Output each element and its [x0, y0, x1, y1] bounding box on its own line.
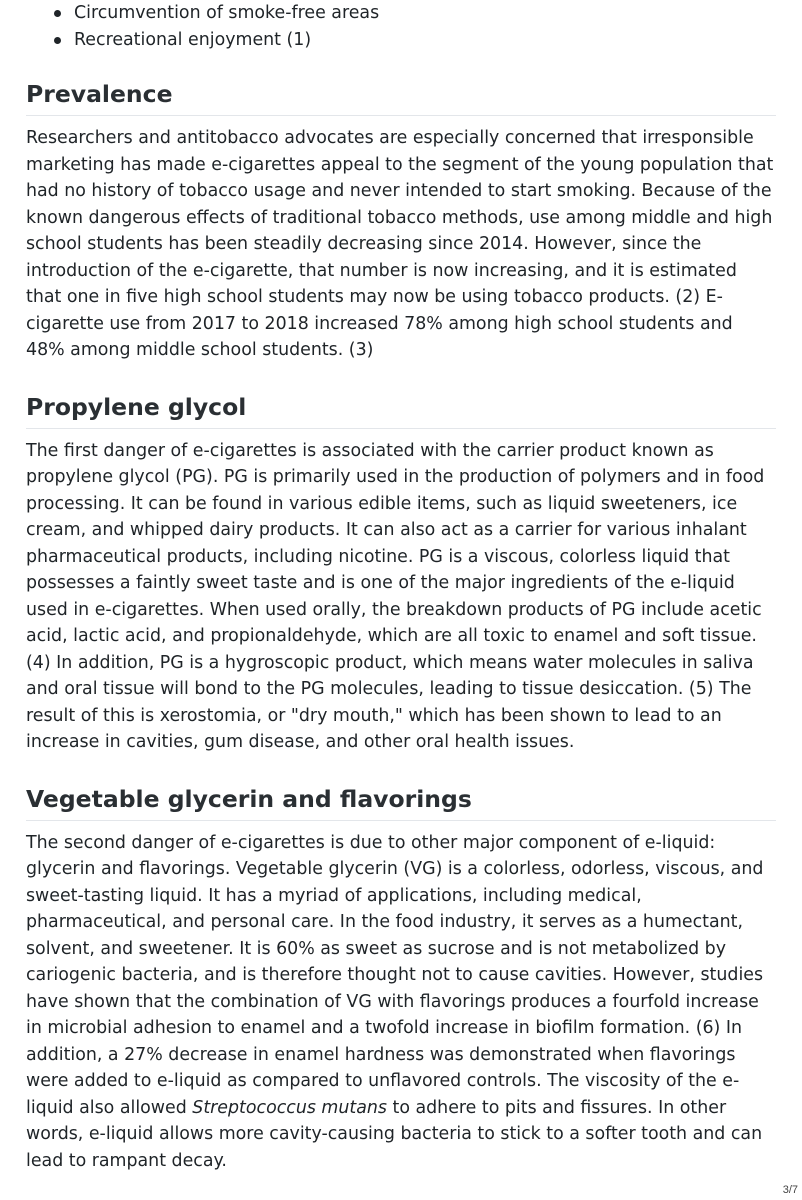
section-vegetable-glycerin — [26, 784, 776, 1175]
section-propylene-glycol — [26, 392, 776, 756]
list-item: Recreational enjoyment (1) — [26, 27, 776, 54]
section-heading: Prevalence — [26, 79, 776, 116]
section-heading: Propylene glycol — [26, 392, 776, 429]
page-number: 3/7 — [782, 1184, 798, 1196]
species-name: Streptococcus mutans — [192, 1097, 387, 1118]
list-item: Circumvention of smoke-free areas — [26, 0, 776, 27]
section-paragraph: The first danger of e-cigarettes is associated with the carrier product known as propylene glycol (PG). PG is primarily used in the production of polymers and in food processing. It can be found in various edible items, such as liquid sweeteners, ice cream, and whipped dairy products. It can also act as a carrier for various inhalant pharmaceutical products, including nicotine. PG is a viscous, colorless liquid that possesses a faintly sweet taste and is one of the major ingredients of the e-liquid used in e-cigarettes. When used orally, the breakdown products of PG include acetic acid, lactic acid, and propionaldehyde, which are all toxic to enamel and soft tissue. (4) In addition, PG is a hygroscopic product, which means water molecules in saliva and oral tissue will bond to the PG molecules, leading to tissue desiccation. (5) The result of this is xerostomia, or "dry mouth," which has been shown to lead to an increase in cavities, gum disease, and other oral health issues. — [26, 440, 765, 752]
section-prevalence — [26, 79, 776, 364]
section-paragraph — [26, 830, 776, 1175]
document-page — [26, 0, 776, 1174]
section-paragraph: Researchers and antitobacco advocates are especially concerned that irresponsible marketing has made e-cigarettes appeal to the segment of the young population that had no history of tobacco usage and never intended to start smoking. Because of the known dangerous effects of traditional tobacco methods, use among middle and high school students has been steadily decreasing since 2014. However, since the introduction of the e-cigarette, that number is now increasing, and it is estimated that one in five high school students may now be using tobacco products. (2) E-cigarette use from 2017 to 2018 increased 78% among high school students and 48% among middle school students. (3) — [26, 128, 774, 360]
paragraph-text: to adhere to pits and fissures. In other words, e-liquid allows more cavity-causing bacteria to stick to a softer tooth and can lead to rampant decay. — [26, 1097, 763, 1171]
paragraph-text: The second danger of e-cigarettes is due to other major component of e-liquid: glycerin and flavorings. Vegetable glycerin (VG) is a colorless, odorless, viscous, and sweet-tasting liquid. It has a myriad of applications, including medical, pharmaceutical, and personal care. In the food industry, it serves as a humectant, solvent, and sweetener. It is 60% as sweet as sucrose and is not metabolized by cariogenic bacteria, and is therefore thought not to cause cavities. However, studies have shown that the combination of VG with flavorings produces a fourfold increase in microbial adhesion to enamel and a twofold increase in biofilm formation. (6) In addition, a 27% decrease in enamel hardness was demonstrated when flavorings were added to e-liquid as compared to unflavored controls. The viscosity of the e-liquid also allowed — [26, 832, 764, 1118]
bullet-list — [26, 0, 776, 53]
section-heading: Vegetable glycerin and flavorings — [26, 784, 776, 821]
